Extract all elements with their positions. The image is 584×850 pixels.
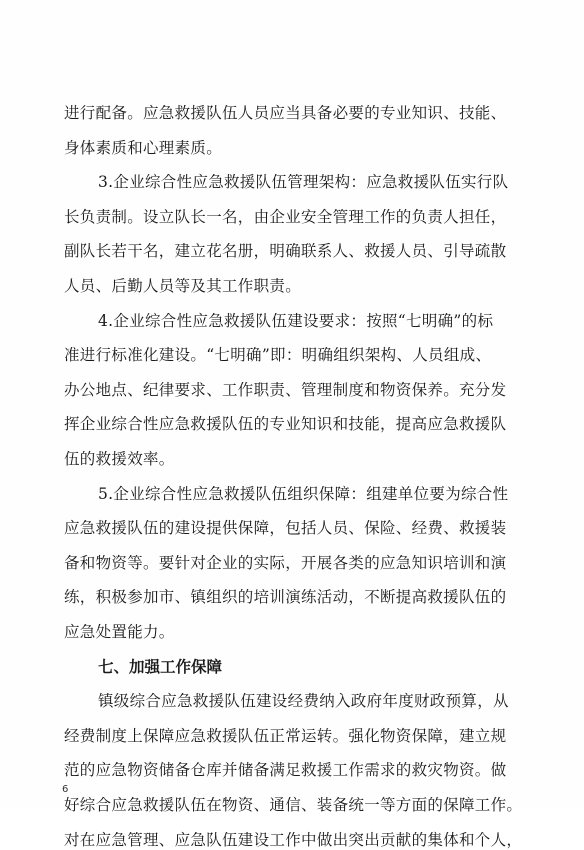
text-line: 进行配备。应急救援队伍人员应当具备必要的专业知识、技能、 bbox=[64, 104, 507, 122]
text-line: 应急处置能力。 bbox=[64, 623, 175, 641]
text-line: 应急救援队伍的建设提供保障，包括人员、保险、经费、救援装 bbox=[64, 519, 507, 537]
text-line: 对在应急管理、应急队伍建设工作中做出突出贡献的集体和个人， bbox=[64, 831, 523, 849]
text-line: 4.企业综合性应急救援队伍建设要求：按照“七明确”的标 bbox=[98, 312, 494, 330]
text-line: 副队长若干名，建立花名册，明确联系人、救援人员、引导疏散 bbox=[64, 242, 507, 260]
text-line: 练，积极参加市、镇组织的培训演练活动，不断提高救援队伍的 bbox=[64, 588, 507, 606]
text-line: 3.企业综合性应急救援队伍管理架构：应急救援队伍实行队 bbox=[98, 173, 509, 191]
text-line: 好综合应急救援队伍在物资、通信、装备统一等方面的保障工作。 bbox=[64, 796, 523, 814]
text-line: 范的应急物资储备仓库并储备满足救援工作需求的救灾物资。做 bbox=[64, 761, 507, 779]
text-line: 办公地点、纪律要求、工作职责、管理制度和物资保养。充分发 bbox=[64, 381, 507, 399]
text-line: 伍的救援效率。 bbox=[64, 450, 175, 468]
page-number: 6 bbox=[62, 784, 69, 795]
text-line: 身体素质和心理素质。 bbox=[64, 139, 223, 157]
text-line: 5.企业综合性应急救援队伍组织保障：组建单位要为综合性 bbox=[98, 485, 509, 503]
text-line: 备和物资等。要针对企业的实际，开展各类的应急知识培训和演 bbox=[64, 554, 507, 572]
section-heading: 七、加强工作保障 bbox=[98, 658, 223, 676]
text-line: 挥企业综合性应急救援队伍的专业知识和技能，提高应急救援队 bbox=[64, 415, 507, 433]
text-line: 人员、后勤人员等及其工作职责。 bbox=[64, 277, 302, 295]
text-line: 镇级综合应急救援队伍建设经费纳入政府年度财政预算，从 bbox=[98, 692, 509, 710]
text-line: 长负责制。设立队长一名，由企业安全管理工作的负责人担任， bbox=[64, 208, 507, 226]
text-line: 经费制度上保障应急救援队伍正常运转。强化物资保障，建立规 bbox=[64, 727, 507, 745]
text-line: 准进行标准化建设。“七明确”即：明确组织架构、人员组成、 bbox=[64, 346, 492, 364]
